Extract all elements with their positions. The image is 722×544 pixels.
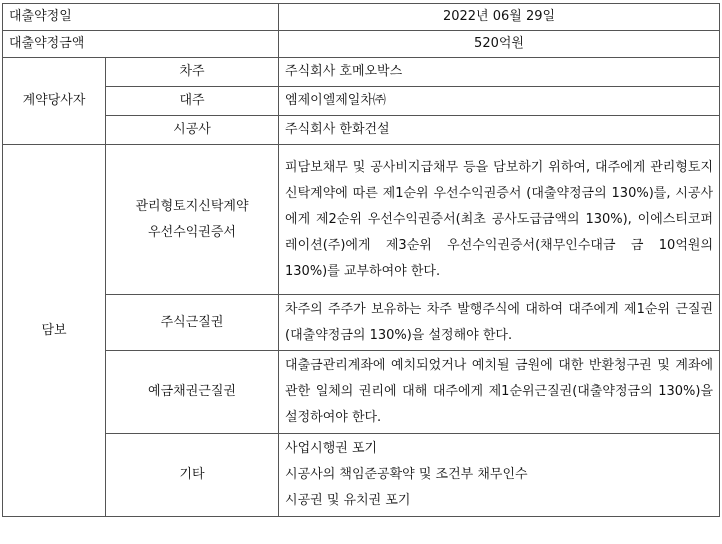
loan-amount-value: 520억원 bbox=[279, 31, 720, 58]
contractor-value: 주식회사 한화건설 bbox=[279, 116, 720, 145]
table-row bbox=[3, 58, 720, 87]
lender-value: 엠제이엘제일차㈜ bbox=[279, 87, 720, 116]
loan-date-label: 대출약정일 bbox=[3, 4, 279, 31]
other-value bbox=[279, 434, 720, 517]
contractor-label: 시공사 bbox=[106, 116, 279, 145]
table-row bbox=[3, 4, 720, 31]
stock-pledge-value: 차주의 주주가 보유하는 차주 발행주식에 대하여 대주에게 제1순위 근질권(대출약정금의 130%)을 설정해야 한다. bbox=[279, 295, 720, 351]
other-line2: 시공사의 책임준공확약 및 조건부 채무인수 bbox=[285, 467, 528, 482]
stock-pledge-label: 주식근질권 bbox=[106, 295, 279, 351]
loan-terms-table bbox=[2, 3, 720, 517]
parties-label: 계약당사자 bbox=[3, 58, 106, 145]
collateral-label: 담보 bbox=[3, 145, 106, 517]
borrower-value: 주식회사 호메오박스 bbox=[279, 58, 720, 87]
loan-date-value: 2022년 06월 29일 bbox=[279, 4, 720, 31]
table-row bbox=[3, 434, 720, 517]
table-row bbox=[3, 116, 720, 145]
trust-label bbox=[106, 145, 279, 295]
trust-label-line2: 우선수익권증서 bbox=[148, 224, 236, 240]
table-row bbox=[3, 87, 720, 116]
table-row bbox=[3, 145, 720, 295]
lender-label: 대주 bbox=[106, 87, 279, 116]
table-row bbox=[3, 351, 720, 434]
trust-value: 피담보채무 및 공사비지급채무 등을 담보하기 위하여, 대주에게 관리형토지신탁계약에 따른 제1순위 우선수익권증서 (대출약정금의 130%)를, 시공사에게 제2순위 우선수익권증서(최초 공사도급금액의 130%), 이에스티코퍼레이션(주)에게 제3순위 우선수익권증서(채무인수대금 금 10억원의 130%)를 교부하여야 한다. bbox=[279, 145, 720, 295]
borrower-label: 차주 bbox=[106, 58, 279, 87]
trust-label-line1: 관리형토지신탁계약 bbox=[135, 198, 249, 214]
table-row bbox=[3, 31, 720, 58]
loan-amount-label: 대출약정금액 bbox=[3, 31, 279, 58]
other-line1: 사업시행권 포기 bbox=[285, 441, 378, 456]
table-row bbox=[3, 295, 720, 351]
other-label: 기타 bbox=[106, 434, 279, 517]
deposit-pledge-value: 대출금관리계좌에 예치되었거나 예치될 금원에 대한 반환청구권 및 계좌에 관한 일체의 권리에 대해 대주에게 제1순위근질권(대출약정금의 130%)을 설정하여야 한다. bbox=[279, 351, 720, 434]
deposit-pledge-label: 예금채권근질권 bbox=[106, 351, 279, 434]
other-line3: 시공권 및 유치권 포기 bbox=[285, 493, 411, 508]
